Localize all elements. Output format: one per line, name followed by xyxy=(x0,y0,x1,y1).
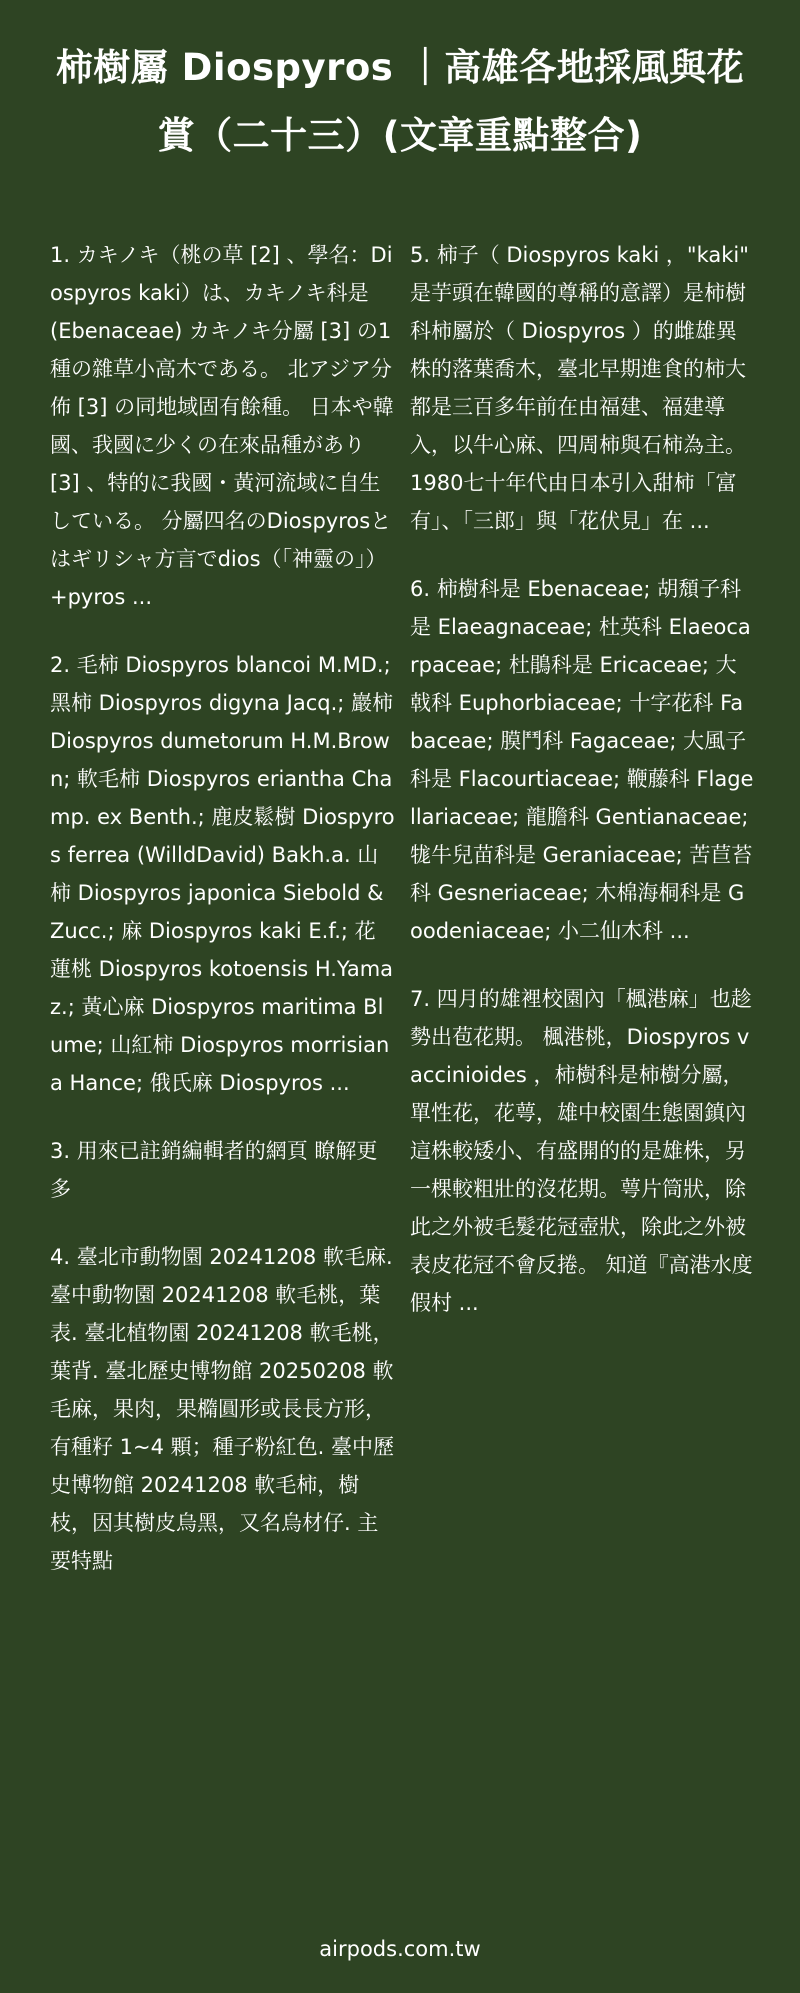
list-item: 4. 臺北市動物園 20241208 軟毛麻. 臺中動物園 20241208 軟毛桃，葉表. 臺北植物園 20241208 軟毛桃，葉背. 臺北歷史博物館 20250208 軟毛麻，果肉，果橢圓形或長長方形，有種籽 1~4 顆；種子粉紅色. 臺中歷史博物館 20241208 軟毛柿，樹枝，因其樹皮烏黑，又名烏材仔. 主要特點 xyxy=(50,1245,395,1573)
site-footer: airpods.com.tw xyxy=(319,1937,481,1961)
right-column xyxy=(410,236,754,1352)
list-item: 6. 柿樹科是 Ebenaceae; 胡頹子科是 Elaeagnaceae; 杜英科 Elaeocarpaceae; 杜鵑科是 Ericaceae; 大戟科 Euphorbiaceae; 十字花科 Fabaceae; 膜鬥科 Fagaceae; 大風子科是 Flacourtiaceae; 鞭藤科 Flagellariaceae; 龍膽科 Gentianaceae; 牻牛兒苗科是 Geraniaceae; 苦苣苔科 Gesneriaceae; 木棉海桐科是 Goodeniaceae; 小二仙木科 ... xyxy=(410,577,754,943)
list-item: 1. カキノキ（桃の草 [2] 、學名：Diospyros kaki）は、カキノキ科是 (Ebenaceae) カキノキ分屬 [3] の1種の雜草小高木である。 北アジア分佈 [3] の同地域固有餘種。 日本や韓國、我國に少くの在來品種があり [3] 、特的に我國・黃河流域に自生している。 分屬四名のDiospyrosとはギリシャ方言でdios（「神靈の」）+pyros ... xyxy=(50,243,394,609)
page-title: 柿樹屬 Diospyros ｜高雄各地採風與花賞（二十三）(文章重點整合) xyxy=(55,46,745,157)
list-item: 5. 柿子（ Diospyros kaki ，"kaki" 是芋頭在韓國的尊稱的意譯）是柿樹科柿屬於（ Diospyros ）的雌雄異株的落葉喬木，臺北早期進食的柿大都是三百多年前在由福建、福建導入，以牛心麻、四周柿與石柿為主。1980七十年代由日本引入甜柿「富有」、「三郎」與「花伏見」在 ... xyxy=(410,243,749,533)
list-item: 3. 用來已註銷編輯者的網頁 瞭解更多 xyxy=(50,1139,378,1201)
list-item: 2. 毛柿 Diospyros blancoi M.MD.; 黑柿 Diospyros digyna Jacq.; 巖柿 Diospyros dumetorum H.M.Brown; 軟毛柿 Diospyros eriantha Champ. ex Benth.; 鹿皮鬆樹 Diospyros ferrea (WilldDavid) Bakh.a. 山柿 Diospyros japonica Siebold & Zucc.; 麻 Diospyros kaki E.f.; 花蓮桃 Diospyros kotoensis H.Yamaz.; 黃心麻 Diospyros maritima Blume; 山紅柿 Diospyros morrisiana Hance; 俄氏麻 Diospyros ... xyxy=(50,653,395,1095)
left-column xyxy=(50,236,396,1610)
list-item: 7. 四月的雄裡校園內「楓港麻」也趁勢出苞花期。 楓港桃，Diospyros vaccinioides ，柿樹科是柿樹分屬，單性花，花萼，雄中校園生態園鎮內這株較矮小、有盛開的的是雄株，另一棵較粗壯的沒花期。萼片筒狀，除此之外被毛髮花冠壺狀，除此之外被表皮花冠不會反捲。 知道『高港水度假村 ... xyxy=(410,987,753,1315)
